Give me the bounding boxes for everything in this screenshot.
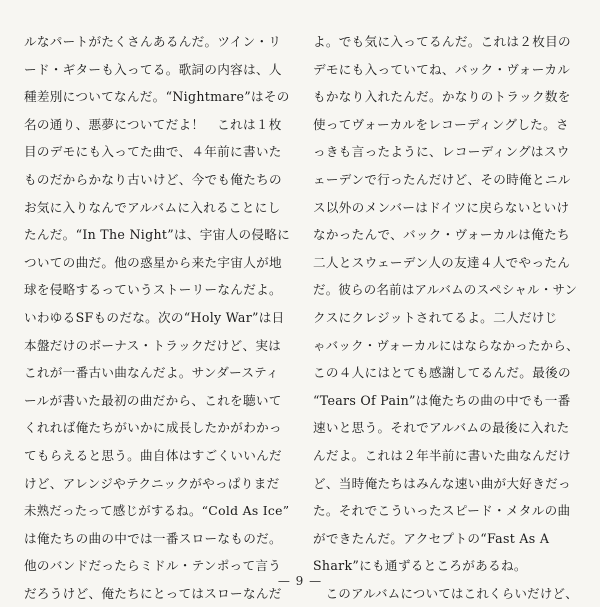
text-line: 名の通り、悪夢についてだよ！ これは１枚 — [24, 116, 282, 132]
text-line: 未熟だったって感じがするね。“Cold As Ice” — [24, 503, 290, 519]
text-line: たんだ。“In The Night”は、宇宙人の侵略に — [24, 227, 291, 243]
text-line: ールが書いた最初の曲だから、これを聴いて — [24, 392, 282, 408]
text-line: このアルバムについてはこれくらいだけど、 — [313, 585, 578, 601]
text-line: ード・ギターも入ってる。歌詞の内容は、人 — [24, 61, 282, 77]
text-line: けど、アレンジやテクニックがやっぱりまだ — [24, 475, 280, 491]
text-line: “Tears Of Pain”は俺たちの曲の中でも一番 — [313, 392, 571, 408]
text-line: ものだからかなり古いけど、今でも俺たちの — [24, 171, 282, 187]
text-line: よ。でも気に入ってるんだ。これは２枚目の — [313, 34, 571, 49]
text-line: だ。彼らの名前はアルバムのスペシャル・サン — [313, 282, 578, 298]
text-line: ついての曲だ。他の惑星から来た宇宙人が地 — [24, 254, 282, 270]
text-line: だろうけど、俺たちにとってはスローなんだ — [24, 585, 282, 601]
right-text-column — [313, 28, 581, 607]
text-line: なかったんで、バック・ヴォーカルは俺たち — [313, 227, 570, 243]
text-line: てもらえると思う。曲自体はすごくいいんだ — [24, 447, 282, 463]
text-line: 目のデモにも入ってた曲で、４年前に書いた — [24, 144, 282, 160]
text-line: この４人にはとても感謝してるんだ。最後の — [313, 365, 571, 381]
text-line: んだよ。これは２年半前に書いた曲なんだけ — [313, 447, 571, 463]
left-text-column — [24, 28, 292, 607]
text-line: た。それでこういったスピード・メタルの曲 — [313, 503, 571, 519]
text-line: 速いと思う。それでアルバムの最後に入れた — [313, 420, 570, 436]
text-line: 二人とスウェーデン人の友達４人でやったん — [313, 254, 571, 270]
text-line: これが一番古い曲なんだよ。サンダースティ — [24, 365, 279, 381]
text-line: デモにも入っていてね、バック・ヴォーカル — [313, 61, 571, 77]
text-line: 本盤だけのボーナス・トラックだけど、実は — [24, 337, 282, 353]
text-line: Shark”にも通ずるところがあるね。 — [313, 558, 527, 574]
text-line: ゃバック・ヴォーカルにはならなかったから、 — [313, 337, 579, 353]
text-line: もかなり入れたんだ。かなりのトラック数を — [313, 89, 571, 105]
text-line: 使ってヴォーカルをレコーディングした。さ — [313, 116, 569, 132]
text-line: っきも言ったように、レコーディングはスウ — [313, 144, 570, 160]
text-line: ェーデンで行ったんだけど、その時俺とニル — [313, 171, 571, 187]
text-line: 他のバンドだったらミドル・テンポって言う — [24, 558, 282, 574]
text-line: は俺たちの曲の中では一番スローなものだ。 — [24, 530, 282, 546]
text-line: お気に入りなんでアルバムに入れることにし — [24, 199, 281, 215]
text-line: 種差別についてなんだ。“Nightmare”はその — [24, 89, 290, 105]
text-line: くれれば俺たちがいかに成長したかがわかっ — [24, 420, 282, 436]
text-line: 球を侵略するっていうストーリーなんだよ。 — [24, 282, 282, 298]
page-number: — 9 — — [277, 574, 323, 588]
text-line: クスにクレジットされてるよ。二人だけじ — [313, 309, 558, 325]
text-line: ス以外のメンバーはドイツに戻らないといけ — [313, 199, 570, 215]
text-line: いわゆるSFものだな。次の“Holy War”は日 — [24, 309, 285, 325]
text-line: ができたんだ。アクセプトの“Fast As A — [313, 530, 550, 546]
text-line: ルなパートがたくさんあるんだ。ツイン・リ — [24, 34, 282, 49]
text-line: ど、当時俺たちはみんな速い曲が大好きだっ — [313, 475, 571, 491]
